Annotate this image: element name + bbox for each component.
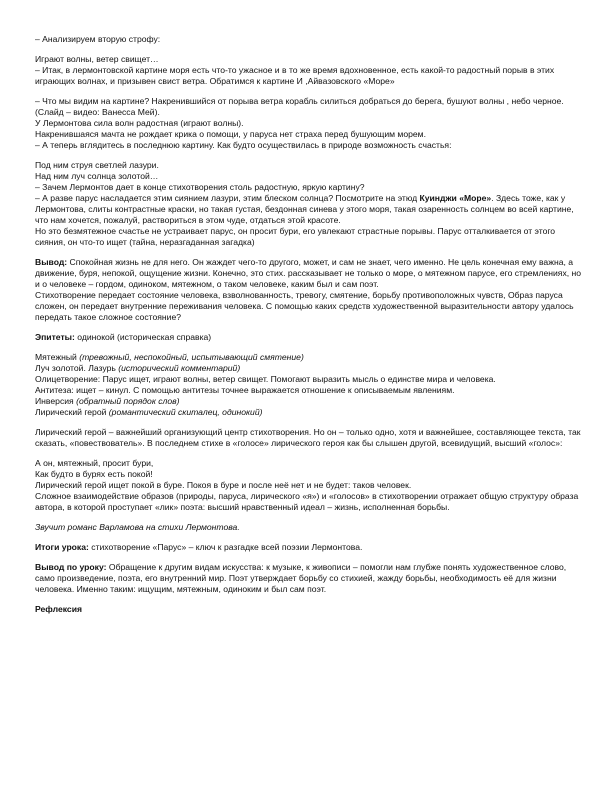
verse-line: А он, мятежный, просит бури, <box>35 458 154 468</box>
para-lyric-hero: Лирический герой – важнейший организующий центр стихотворения. Но он – только одно, хотя и важнейшее, составляющее текста, так сказать, «повествователь». В последнем стихе в «голосе» лирического героя как бы слышен другой, всевидущий, высший «голос»: <box>35 427 581 448</box>
para-epithets: Эпитеты: одинокой (историческая справка) <box>35 332 212 342</box>
verse-line: Играют волны, ветер свищет… <box>35 54 159 64</box>
para-conclusion: Вывод: Спокойная жизнь не для него. Он жаждет чего-то другого, может, и сам не знает, чего именно. Не цель конечная ему важна, а движение, буря, непокой, ощущение жизни. Конечно, это стих. рассказывает не только о море, о мятежном парусе, его стремлениях, но и о человеке – гордом, одиноком, мятежном, о таком человеке, каким был и сам поэт. <box>35 257 582 289</box>
para-sail-storm: Но это безмятежное счастье не устраивает парус, он просит бури, его увлекают страстные порывы. Парус отталкивается от этого сияния, он что-то ищет (тайна, неразгаданная загадка) <box>35 226 556 247</box>
para-poem-state: Стихотворение передает состояние человека, взволнованность, тревогу, смятение, борьбу противоположных чувств, Образ паруса сложен, он передает внутренние переживания человека. С помощью каких средств художественной выразительности автору удалось передать такое сложное состояние? <box>35 290 574 322</box>
para-question-bright: – Зачем Лермонтов дает в конце стихотворения столь радостную, яркую картину? <box>35 182 365 192</box>
para-kuindzhi: – А разве парус насладается этим сиянием лазури, этим блеском солнца? Посмотрите на этюд Куинджи «Море». Здесь тоже, как у Лермонтова, слиты контрастные краски, но такая густая, бездонная синева у этого моря, такая озаренность солнцем во всей картине, что нам хочется, пожалуй, раствориться в этом чуде, отдаться этой красоте. <box>35 193 574 225</box>
document-page <box>35 34 583 615</box>
para-images-interaction: Сложное взаимодействие образов (природы, паруса, лирического «я») и «голосов» в стихотворении отражает общую структуру образа автора, в которой проступает «лик» поэта: высший нравственный идеал – жизнь, исполненная борьбы. <box>35 491 579 512</box>
para-lesson-results: Итоги урока: стихотворение «Парус» – ключ к разгадке всей поэзии Лермонтова. <box>35 542 363 552</box>
para-waves-joy: У Лермонтова сила волн радостная (играют волны). <box>35 118 244 128</box>
conclusion-label: Вывод: <box>35 257 68 267</box>
para-mast: Накренившаяся мачта не рождает крика о помощи, у паруса нет страха перед бушующим морем. <box>35 129 426 139</box>
epithets-label: Эпитеты: <box>35 332 75 342</box>
item-antithesis: Антитеза: ищет – кинул. С помощью антитезы точнее выражается отношение к описываемым явлениям. <box>35 385 455 395</box>
heading-reflection: Рефлексия <box>35 604 82 614</box>
results-label: Итоги урока: <box>35 542 89 552</box>
lesson-conclusion-label: Вывод по уроку: <box>35 562 107 572</box>
para-lesson-conclusion: Вывод по уроку: Обращение к другим видам искусства: к музыке, к живописи – помогли нам глубже понять художественное слово, само произведение, поэта, его внутренний мир. Поэт утверждает борьбу со стихией, жажду борьбы, необходимость её для жизни человека. Именно таким: ищущим, мятежным, одиноким и был сам поэт. <box>35 562 567 594</box>
verse-line: Как будто в бурях есть покой! <box>35 469 153 479</box>
item-personification: Олицетворение: Парус ищет, играют волны, ветер свищет. Помогают выразить мысль о единстве мира и человека. <box>35 374 496 384</box>
para-sea-picture: – Итак, в лермонтовской картине моря есть что-то ужасное и в то же время вдохновенное, есть какой-то радостный порыв в этих играющих волнах, и призывен свист ветра. Обратимся к картине И ,Айвазовского «Море» <box>35 65 555 86</box>
verse-line: Над ним луч солнца золотой… <box>35 171 159 181</box>
item-lyric-hero: Лирический герой (романтический скиталец, одинокий) <box>35 407 263 417</box>
item-golden-ray: Луч золотой. Лазурь (исторический комментарий) <box>35 363 241 373</box>
para-analysis-intro: – Анализируем вторую строфу: <box>35 34 161 44</box>
para-romance: Звучит романс Варламова на стихи Лермонтова. <box>35 522 240 532</box>
verse-line: Под ним струя светлей лазури. <box>35 160 159 170</box>
para-peace-in-storm: Лирический герой ищет покой в буре. Покоя в буре и после неё нет и не будет: таков человек. <box>35 480 412 490</box>
para-last-picture: – А теперь вглядитесь в последнюю картину. Как будто осуществилась в природе возможность счастья: <box>35 140 452 150</box>
item-inversion: Инверсия (обратный порядок слов) <box>35 396 180 406</box>
painting-title: Куинджи «Море» <box>419 193 492 203</box>
item-rebellious: Мятежный (тревожный, неспокойный, испытывающий смятение) <box>35 352 304 362</box>
para-question-picture: – Что мы видим на картине? Накренившийся от порыва ветра корабль силиться добраться до берега, бушуют волны , небо черное. (Слайд – видео: Ванесса Мей). <box>35 96 564 117</box>
